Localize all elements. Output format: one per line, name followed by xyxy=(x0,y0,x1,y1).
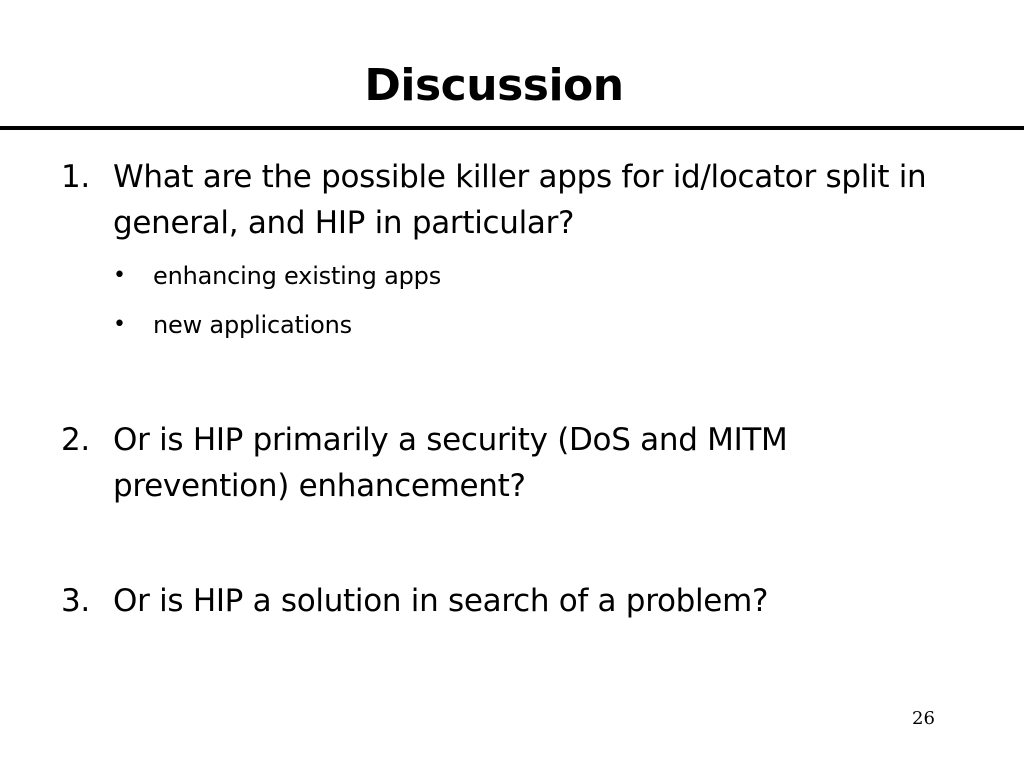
sub-item-text: new applications xyxy=(153,311,352,339)
list-item-text: Or is HIP a solution in search of a problem? xyxy=(113,583,769,619)
title-divider xyxy=(0,126,1024,130)
slide-page-number: 26 xyxy=(912,708,935,729)
sub-item-text: enhancing existing apps xyxy=(153,262,441,290)
bullet-icon: • xyxy=(113,263,126,288)
list-item-number: 1. xyxy=(61,159,90,195)
list-item-number: 2. xyxy=(61,422,90,458)
list-item-text: What are the possible killer apps for id/locator split in general, and HIP in particular? xyxy=(113,159,927,241)
list-item-number: 3. xyxy=(61,583,90,619)
slide-title: Discussion xyxy=(364,60,624,111)
list-item-text: Or is HIP primarily a security (DoS and MITM prevention) enhancement? xyxy=(113,422,788,504)
bullet-icon: • xyxy=(113,312,126,337)
